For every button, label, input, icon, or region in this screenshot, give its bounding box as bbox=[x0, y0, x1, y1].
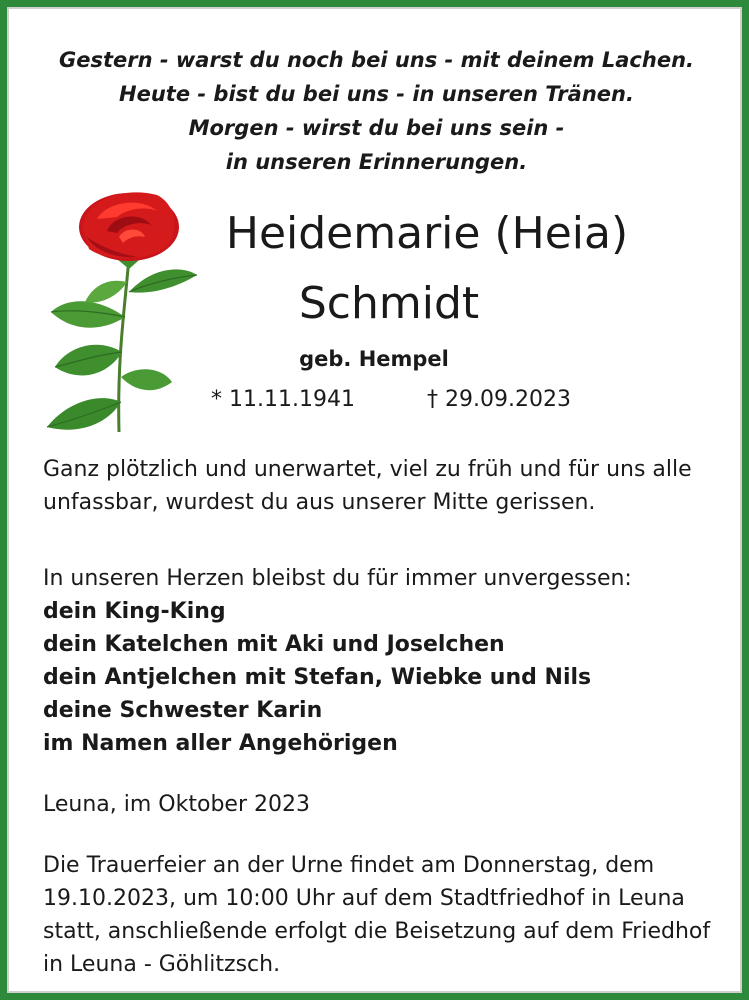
signer: im Namen aller Angehörigen bbox=[43, 731, 398, 756]
signer: deine Schwester Karin bbox=[43, 698, 323, 723]
poem-line: Gestern - warst du noch bei uns - mit deinem Lachen. bbox=[59, 48, 694, 72]
poem-line: Morgen - wirst du bei uns sein - bbox=[188, 116, 565, 140]
ceremony-paragraph: Die Trauerfeier an der Urne findet am Donnerstag, dem 19.10.2023, um 10:00 Uhr auf dem Stadtfriedhof in Leuna statt, anschließende erfolgt die Beisetzung auf dem Friedhof in Leuna - Göhlitzsch. bbox=[43, 853, 711, 977]
deceased-first-name: Heidemarie (Heia) bbox=[225, 208, 629, 259]
obituary-card bbox=[7, 7, 742, 993]
deceased-last-name: Schmidt bbox=[298, 278, 480, 329]
signer: dein Antjelchen mit Stefan, Wiebke und Nils bbox=[43, 665, 592, 690]
signer-list bbox=[43, 595, 733, 760]
remember-paragraph: In unseren Herzen bleibst du für immer unvergessen: bbox=[43, 566, 632, 591]
intro-paragraph: Ganz plötzlich und unerwartet, viel zu früh und für uns alle unfassbar, wurdest du aus unserer Mitte gerissen. bbox=[43, 457, 692, 515]
signer: dein King-King bbox=[43, 599, 226, 624]
signer: dein Katelchen mit Aki und Joselchen bbox=[43, 632, 505, 657]
poem-line: Heute - bist du bei uns - in unseren Tränen. bbox=[119, 82, 634, 106]
birth-date: * 11.11.1941 bbox=[211, 387, 355, 412]
place-and-date: Leuna, im Oktober 2023 bbox=[43, 792, 310, 817]
maiden-name: geb. Hempel bbox=[299, 347, 449, 371]
poem-line: in unseren Erinnerungen. bbox=[225, 150, 528, 174]
death-date: † 29.09.2023 bbox=[427, 387, 571, 412]
poem bbox=[9, 43, 744, 179]
